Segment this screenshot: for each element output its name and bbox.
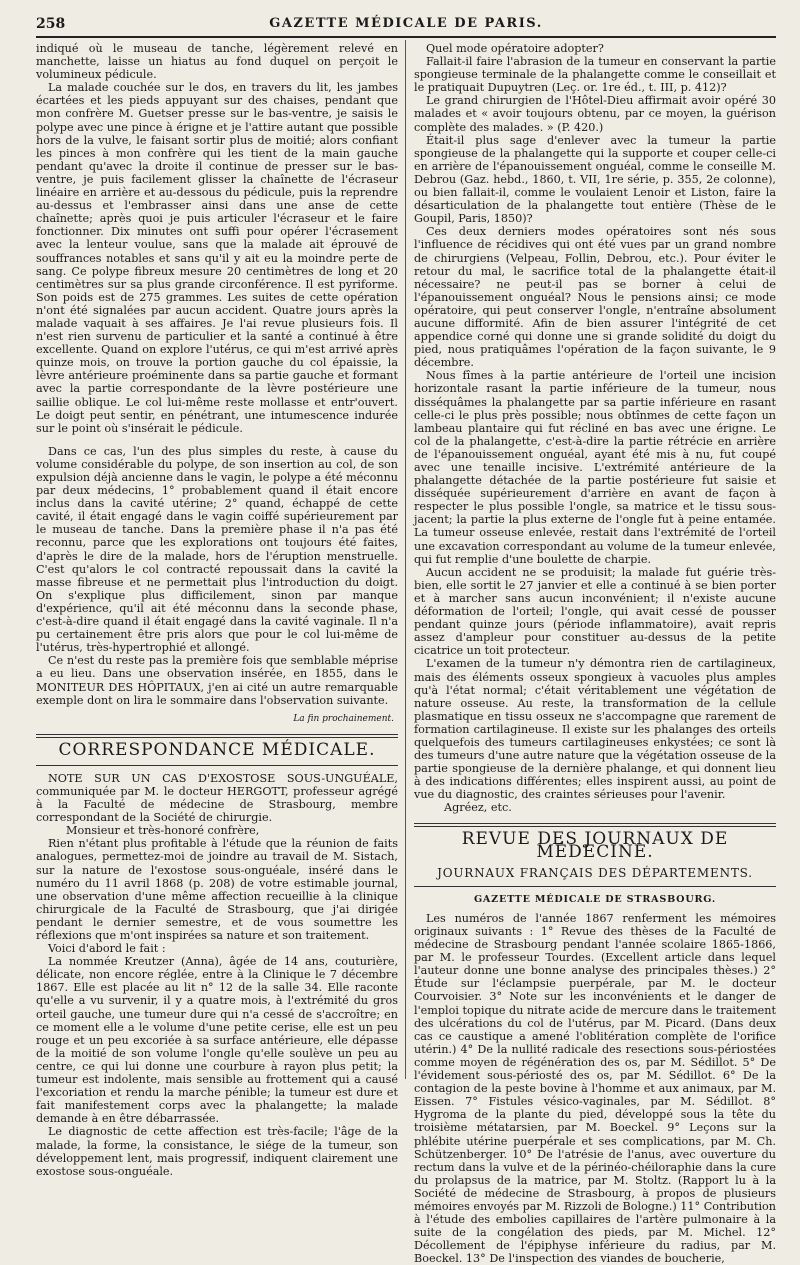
section-rule <box>414 823 776 827</box>
paragraph: Rien n'étant plus profitable à l'étude que la réunion de faits analogues, permettez-moi de joindre au travail de M. Sistach, sur la nature de l'exostose sous-onguéale, inséré dans le numéro du 11 avril 1868 (p. 208) de votre estimable journal, une observation d'une même affection recueillie à la clinique chirurgicale de la Faculté de Strasbourg, que j'ai dirigée pendant le dernier semestre, et de vous soumettre les réflexions que m'ont inspirées sa nature et son traitement. <box>36 837 398 942</box>
paragraph: Voici d'abord le fait : <box>48 942 166 956</box>
journal-title: GAZETTE MÉDICALE DE PARIS. <box>269 16 543 31</box>
page-number: 258 <box>36 16 66 32</box>
continuation-note: La fin prochainement. <box>293 713 394 724</box>
section-rule <box>36 765 398 766</box>
paragraph: Quel mode opératoire adopter? <box>426 42 604 55</box>
left-column <box>36 42 398 1178</box>
section-rule <box>414 886 776 887</box>
paragraph: Ces deux derniers modes opératoires sont nés sous l'influence de récidives qui ont été vues par un grand nombre de chirurgiens (Velpeau, Follin, Debrou, etc.). Pour éviter le retour du mal, le sacrifice total de la phalangette était-il nécessaire? ne peut-il pas se borner à celui de l'épanouissement onguéal? Nous le pensions ainsi; ce mode opératoire, qui peut conserver l'ongle, n'entraîne absolument aucune difformité. Afin de bien assurer l'intégrité de cet appendice corné qui donne une si grande solidité du doigt du pied, nous pratiquâmes l'opération de la façon suivante, le 9 décembre. <box>414 225 776 370</box>
right-column <box>414 42 776 1265</box>
paragraph: La malade couchée sur le dos, en travers du lit, les jambes écartées et les pieds appuyant sur des chaises, pendant que mon confrère M. Guetser presse sur le bas-ventre, je saisis le polype avec une pince à érigne et je l'attire autant que possible hors de la vulve, le faisant sortir plus de moitié; alors confiant les pinces à mon confrère qui les tient de la main gauche pendant qu'avec la droite il continue de presser sur le bas-ventre, je puis facilement glisser la chaînette de l'écraseur linéaire en arrière et au-dessous du pédicule, puis la reprendre au-dessus et l'embrasser ainsi dans une anse de cette chaînette; après quoi je puis articuler l'écraseur et le faire fonctionner. Dix minutes ont suffi pour opérer l'écrasement avec la lenteur voulue, sans que la malade ait éprouvé de souffrances notables et sans qu'il y ait eu la moindre perte de sang. Ce polype fibreux mesure 20 centimètres de long et 20 centimètres sur sa plus grande circonférence. Il est pyriforme. Son poids est de 275 grammes. Les suites de cette opération n'ont été signalées par aucun accident. Quatre jours après la malade vaquait à ses affaires. Je l'ai revue plusieurs fois. Il n'est rien survenu de particulier et la santé a continué à être excellente. Quand on explore l'utérus, ce qui m'est arrivé après quinze mois, on trouve la portion gauche du col épaissie, la lèvre antérieure proéminente dans sa partie gauche et formant avec la partie correspondante de la lèvre postérieure une saillie oblique. Le col lui-même reste mollasse et entr'ouvert. Le doigt peut sentir, en pénétrant, une intumescence indurée sur le point où s'insérait le pédicule. <box>36 81 398 435</box>
paragraph: Nous fîmes à la partie antérieure de l'orteil une incision horizontale rasant la partie inférieure de la tumeur, nous disséquâmes la phalangette par sa partie inférieure en rasant celle-ci le plus près possible; nous obtînmes de cette façon un lambeau plantaire qui fut récliné en bas avec une érigne. Le col de la phalangette, c'est-à-dire la partie rétrécie en arrière de l'épanouissement onguéal, ayant été mis à nu, fut coupé avec une tenaille incisive. L'extrémité antérieure de la phalangette détachée de la partie postérieure fut saisie et disséquée supérieurement d'arrière en avant de façon à respecter le plus possible l'ongle, sa matrice et le tissu sous-jacent; la partie la plus externe de l'ongle fut à peine entamée. La tumeur osseuse enlevée, restait dans l'extrémité de l'orteil une excavation correspondant au volume de la tumeur enlevée, qui fut remplie d'une boulette de charpie. <box>414 369 776 566</box>
paragraph: Les numéros de l'année 1867 renferment les mémoires originaux suivants : 1° Revue des thèses de la Faculté de médecine de Strasbourg pendant l'année scolaire 1865-1866, par M. le professeur Tourdes. (Excellent article dans lequel l'auteur donne une bonne analyse des principales thèses.) 2° Étude sur l'éclampsie puerpérale, par M. le docteur Courvoisier. 3° Note sur les inconvénients et le danger de l'emploi topique du nitrate acide de mercure dans le traitement des ulcérations du col de l'utérus, par M. Picard. (Dans deux cas ce caustique a amené l'oblitération complète de l'orifice utérin.) 4° De la nullité radicale des resections sous-périostées comme moyen de régénération des os, par M. Sédillot. 5° De l'évidement sous-périosté des os, par M. Sédillot. 6° De la contagion de la peste bovine à l'homme et aux animaux, par M. Eissen. 7° Fistules vésico-vaginales, par M. Sédillot. 8° Hygroma de la plante du pied, développé sous la tête du troisième métatarsien, par M. Boeckel. 9° Leçons sur la phlébite utérine puerpérale et ses complications, par M. Ch. Schützenberger. 10° De l'atrésie de l'anus, avec ouverture du rectum dans la vulve et de la périnéo-chéiloraphie dans la cure du prolapsus de la matrice, par M. Stoltz. (Rapport lu à la Société de médecine de Strasbourg, à propos de plusieurs mémoires envoyés par M. Rizzoli de Bologne.) 11° Contribution à l'étude des embolies capillaires de l'artère pulmonaire à la suite de la congélation des pieds, par M. Michel. 12° Décollement de l'épiphyse inférieure du radius, par M. Boeckel. 13° De l'inspection des viandes de boucherie, <box>414 911 776 1265</box>
paragraph: La nommée Kreutzer (Anna), âgée de 14 ans, couturière, délicate, non encore réglée, entre à la Clinique le 7 décembre 1867. Elle est placée au lit n° 12 de la salle 34. Elle raconte qu'elle a vu survenir, il y a quatre mois, à l'extrémité du gros orteil gauche, une tumeur dure qui n'a cessé de s'accroître; en ce moment elle a le volume d'une petite cerise, elle est un peu rouge et un peu excoriée à sa surface antérieure, elle dépasse de la moitié de son volume l'ongle qu'elle soulève un peu au centre, ce qui lui donne une courbure à rayon plus petit; la tumeur est indolente, mais sensible au frottement qui a causé l'excoriation et rendu la marche pénible; la tumeur est dure et fait manifestement corps avec la phalangette; la malade demande à en être débarrassée. <box>36 955 398 1126</box>
paragraph: Le diagnostic de cette affection est très-facile; l'âge de la malade, la forme, la consistance, le siége de la tumeur, son développement lent, mais progressif, indiquent clairement une exostose sous-onguéale. <box>36 1125 398 1178</box>
section-subtitle: JOURNAUX FRANÇAIS DES DÉPARTEMENTS. <box>437 865 753 880</box>
closing: Agréez, etc. <box>444 801 512 815</box>
journal-heading: GAZETTE MÉDICALE DE STRASBOURG. <box>473 893 717 905</box>
running-header <box>36 14 776 38</box>
paragraph: L'examen de la tumeur n'y démontra rien de cartilagineux, mais des éléments osseux spongieux à vacuoles plus amples qu'à l'état normal; c'était véritablement une végétation de nature osseuse. Au reste, la transformation de la cellule plasmatique en tissu osseux ne s'accompagne que rarement de formation cartilagineuse. Il existe sur les phalanges des orteils quelquefois des tumeurs cartilagineuses enkystées; ce sont là des tumeurs d'une autre nature que la végétation osseuse de la partie spongieuse de la dernière phalange, et qui donnent lieu à des indications différentes; elles inspirent aussi, au point de vue du diagnostic, des craintes sérieuses pour l'avenir. <box>414 657 776 802</box>
article-note: NOTE SUR UN CAS D'EXOSTOSE SOUS-UNGUÉALE, communiquée par M. le docteur HERGOTT, professeur agrégé à la Faculté de médecine de Strasbourg, membre correspondant de la Société de chirurgie. <box>36 771 398 825</box>
paragraph: Dans ce cas, l'un des plus simples du reste, à cause du volume considérable du polype, de son insertion au col, de son expulsion déjà ancienne dans le vagin, le polype a été méconnu par deux médecins, 1° probablement quand il était encore inclus dans la cavité utérine; 2° quand, échappé de cette cavité, il était engagé dans le vagin coiffé supérieurement par le museau de tanche. Dans la première phase il n'a pas été reconnu, parce que les explorations ont toujours été faites, d'après le dire de la malade, hors de l'éruption menstruelle. C'est qu'alors le col contracté repoussait dans la cavité la masse fibreuse et ne permettait plus l'introduction du doigt. On s'explique plus difficilement, sinon par manque d'expérience, qu'il ait été méconnu dans la seconde phase, c'est-à-dire quand il était engagé dans la cavité vaginale. Il n'a pu certainement être pris alors que pour le col lui-même de l'utérus, très-hypertrophié et allongé. <box>36 444 398 655</box>
column-divider <box>405 40 406 1079</box>
salutation: Monsieur et très-honoré confrère, <box>66 824 260 838</box>
paragraph: Ce n'est du reste pas la première fois que semblable méprise a eu lieu. Dans une observation insérée, en 1855, dans le MONITEUR DES HÔPITAUX, j'en ai cité un autre remarquable exemple dont on lira le sommaire dans l'observation suivante. <box>36 654 398 707</box>
paragraph: indiqué où le museau de tanche, légèrement relevé en manchette, laisse un hiatus au fond duquel on perçoit le volumineux pédicule. <box>36 42 398 82</box>
section-title: CORRESPONDANCE MÉDICALE. <box>58 739 376 760</box>
section-title: REVUE DES JOURNAUX DE MÉDECINE. <box>461 828 729 862</box>
paragraph: Le grand chirurgien de l'Hôtel-Dieu affirmait avoir opéré 30 malades et « avoir toujours obtenu, par ce moyen, la guérison complète des malades. » (P. 420.) <box>414 94 776 134</box>
paragraph: Était-il plus sage d'enlever avec la tumeur la partie spongieuse de la phalangette qui la supporte et couper celle-ci en arrière de l'épanouissement onguéal, comme le conseille M. Debrou (Gaz. hebd., 1860, t. VII, 1re série, p. 355, 2e colonne), ou bien fallait-il, comme le voulaient Lenoir et Liston, faire la désarticulation de la phalangette tout entière (Thèse de le Goupil, Paris, 1850)? <box>414 133 776 226</box>
section-rule <box>36 734 398 738</box>
paragraph: Fallait-il faire l'abrasion de la tumeur en conservant la partie spongieuse terminale de la phalangette comme le conseillait et le pratiquait Dupuytren (Leç. or. 1re éd., t. III, p. 412)? <box>414 55 776 95</box>
paragraph: Aucun accident ne se produisit; la malade fut guérie très-bien, elle sortit le 27 janvier et elle a continué à se bien porter et à marcher sans aucun inconvénient; il n'existe aucune déformation de l'orteil; l'ongle, qui avait cessé de pousser pendant quinze jours (période inflammatoire), avait repris assez d'ampleur pour constituer au-dessus de la petite cicatrice un toit protecteur. <box>414 565 776 658</box>
